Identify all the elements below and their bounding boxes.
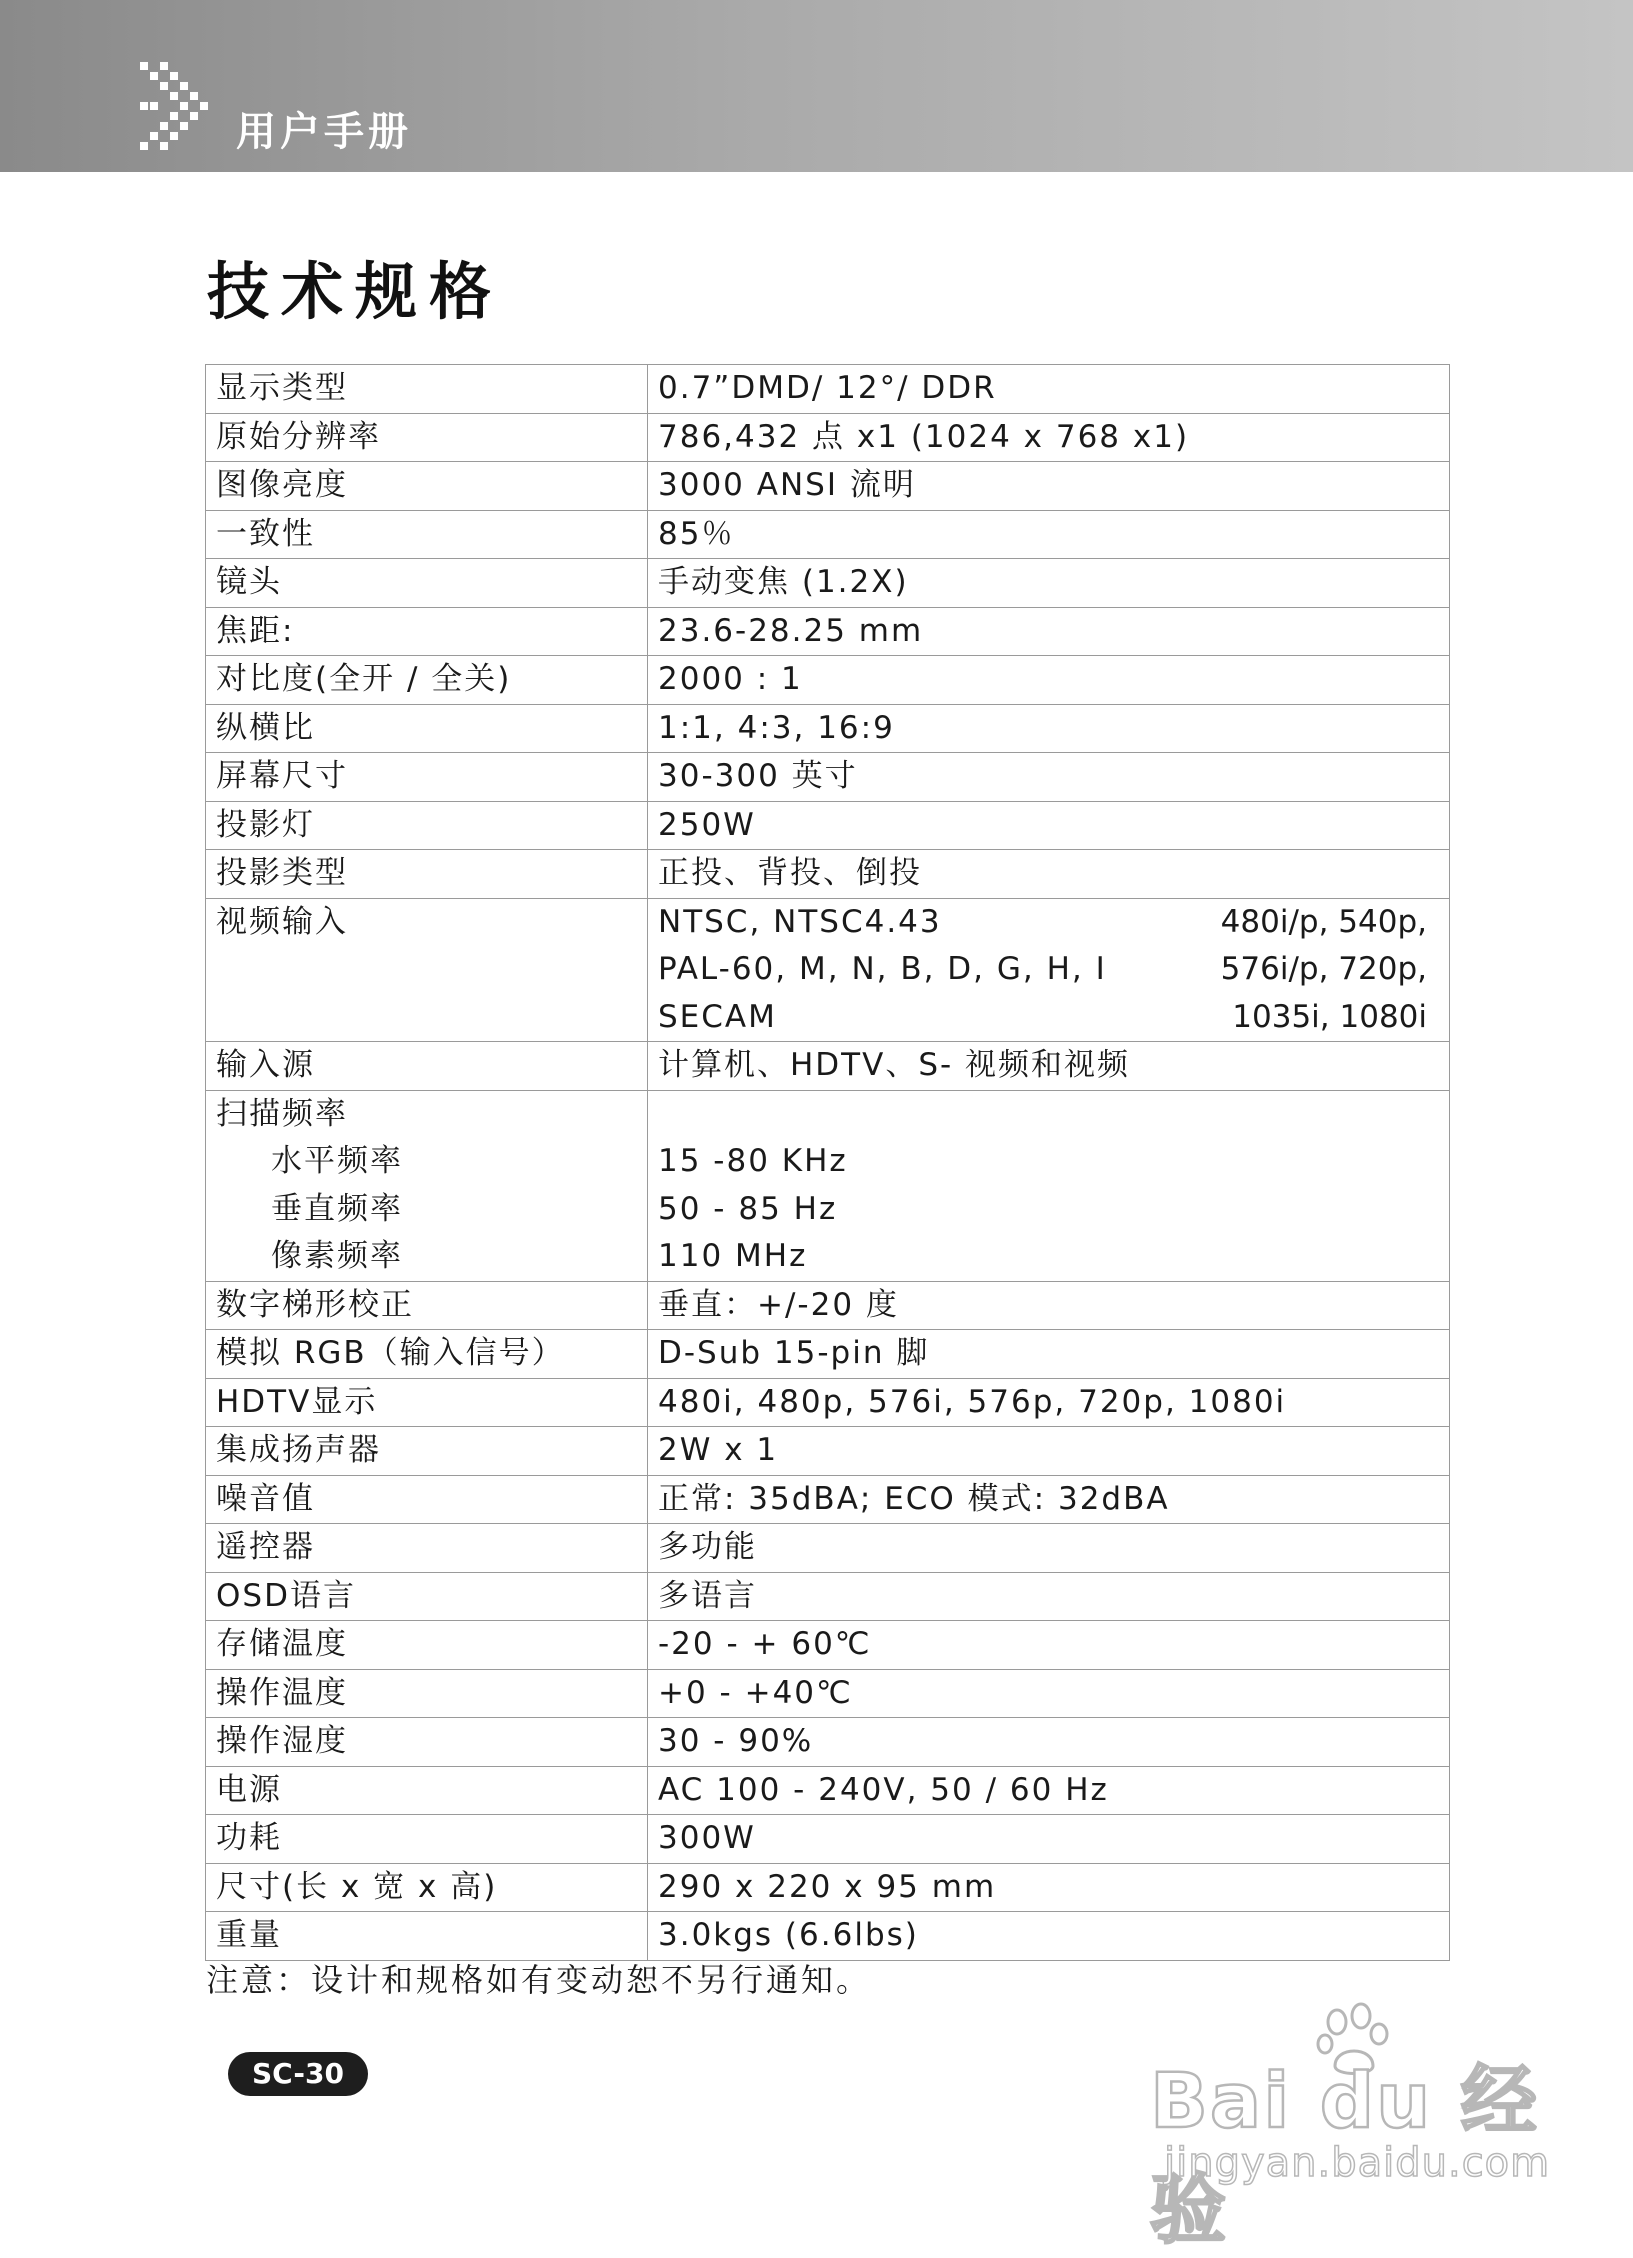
spec-key: 焦距:	[206, 607, 648, 656]
spec-key: HDTV显示	[206, 1378, 648, 1427]
table-row	[206, 607, 1450, 656]
video-format-left: SECAM	[658, 998, 777, 1035]
table-row	[206, 801, 1450, 850]
table-row	[206, 704, 1450, 753]
spec-key: 投影类型	[206, 850, 648, 899]
baidu-watermark	[1150, 2000, 1560, 2254]
page-title: 技术规格	[207, 255, 504, 328]
spec-value: 3.0kgs (6.6lbs)	[648, 1912, 1450, 1961]
spec-value: 85％	[648, 510, 1450, 559]
spec-value: 23.6-28.25 mm	[648, 607, 1450, 656]
video-format-right: 576i/p, 720p,	[1220, 951, 1427, 987]
spec-key: 重量	[206, 1912, 648, 1961]
spec-key: 存储温度	[206, 1621, 648, 1670]
table-row	[206, 1378, 1450, 1427]
table-row	[206, 1815, 1450, 1864]
spec-key: 操作温度	[206, 1669, 648, 1718]
spec-key: 镜头	[206, 559, 648, 608]
spec-value: 正投、背投、倒投	[648, 850, 1450, 899]
spec-value: 2000 : 1	[648, 656, 1450, 705]
spec-value-video-input	[648, 898, 1450, 1042]
spec-key: 集成扬声器	[206, 1427, 648, 1476]
video-format-right: 1035i, 1080i	[1232, 998, 1427, 1035]
spec-value: 手动变焦 (1.2X)	[648, 559, 1450, 608]
spec-key: 视频输入	[206, 898, 648, 1042]
spec-key: 噪音值	[206, 1475, 648, 1524]
spec-key: 原始分辨率	[206, 413, 648, 462]
watermark-url: jingyan.baidu.com	[1164, 2140, 1551, 2186]
spec-value: 垂直：+/-20 度	[648, 1281, 1450, 1330]
spec-key: 一致性	[206, 510, 648, 559]
table-row	[206, 1621, 1450, 1670]
spec-value: 0.7”DMD/ 12°/ DDR	[648, 365, 1450, 414]
table-row	[206, 1669, 1450, 1718]
table-row	[206, 1042, 1450, 1091]
spec-key: 纵横比	[206, 704, 648, 753]
spec-table	[205, 364, 1450, 1961]
table-row	[206, 656, 1450, 705]
watermark-brand: Bai du 经验	[1150, 2056, 1539, 2254]
spec-key: 显示类型	[206, 365, 648, 414]
scan-sub-key: 像素频率	[271, 1238, 403, 1274]
table-row	[206, 462, 1450, 511]
spec-value: 3000 ANSI 流明	[648, 462, 1450, 511]
table-row	[206, 1330, 1450, 1379]
spec-value-scan	[648, 1090, 1450, 1281]
spec-key: 图像亮度	[206, 462, 648, 511]
spec-value: 30 - 90%	[648, 1718, 1450, 1767]
video-format-right: 480i/p, 540p,	[1220, 903, 1427, 940]
scan-sub-key: 垂直频率	[271, 1190, 403, 1227]
spec-key: 投影灯	[206, 801, 648, 850]
spec-value: 250W	[648, 801, 1450, 850]
spec-key: 屏幕尺寸	[206, 753, 648, 802]
spec-key: 输入源	[206, 1042, 648, 1091]
spec-key: 电源	[206, 1766, 648, 1815]
scan-sub-key: 水平频率	[271, 1143, 403, 1179]
spec-value: 计算机、HDTV、S- 视频和视频	[648, 1042, 1450, 1091]
spec-value: 786,432 点 x1 (1024 x 768 x1)	[648, 413, 1450, 462]
page-number-badge: SC-30	[228, 2052, 368, 2096]
spec-key: 操作湿度	[206, 1718, 648, 1767]
spec-key: 功耗	[206, 1815, 648, 1864]
table-row-video-input	[206, 898, 1450, 1042]
scan-sub-value: 15 -80 KHz	[658, 1143, 848, 1179]
table-row	[206, 559, 1450, 608]
chevron-arrows-icon	[140, 62, 220, 152]
video-format-left: PAL-60, M, N, B, D, G, H, I	[658, 951, 1107, 987]
spec-value: 290 x 220 x 95 mm	[648, 1863, 1450, 1912]
table-row	[206, 413, 1450, 462]
table-row	[206, 753, 1450, 802]
spec-key: 对比度(全开 / 全关)	[206, 656, 648, 705]
spec-value: +0 - +40℃	[648, 1669, 1450, 1718]
table-row	[206, 1912, 1450, 1961]
spec-value: AC 100 - 240V, 50 / 60 Hz	[648, 1766, 1450, 1815]
spec-value: 1:1, 4:3, 16:9	[648, 704, 1450, 753]
spec-value: -20 - + 60℃	[648, 1621, 1450, 1670]
table-row	[206, 1281, 1450, 1330]
table-row	[206, 1766, 1450, 1815]
table-row	[206, 1572, 1450, 1621]
footnote: 注意：设计和规格如有变动恕不另行通知。	[206, 1961, 872, 1999]
spec-value: 30-300 英寸	[648, 753, 1450, 802]
spec-value: 正常: 35dBA; ECO 模式: 32dBA	[648, 1475, 1450, 1524]
spec-key: 尺寸(长 x 宽 x 高)	[206, 1863, 648, 1912]
table-row-scan-frequency	[206, 1090, 1450, 1281]
scan-sub-value: 110 MHz	[658, 1238, 808, 1274]
spec-key: 遥控器	[206, 1524, 648, 1573]
table-row	[206, 1863, 1450, 1912]
table-row	[206, 1524, 1450, 1573]
video-format-left: NTSC, NTSC4.43	[658, 903, 942, 940]
spec-key: 数字梯形校正	[206, 1281, 648, 1330]
spec-value: 多功能	[648, 1524, 1450, 1573]
scan-sub-value: 50 - 85 Hz	[658, 1190, 838, 1227]
spec-key: 模拟 RGB（输入信号）	[206, 1330, 648, 1379]
spec-value: 多语言	[648, 1572, 1450, 1621]
table-row	[206, 365, 1450, 414]
manual-title: 用户手册	[236, 109, 412, 155]
table-row	[206, 850, 1450, 899]
spec-value: 480i, 480p, 576i, 576p, 720p, 1080i	[648, 1378, 1450, 1427]
spec-value: D-Sub 15-pin 脚	[648, 1330, 1450, 1379]
page-header	[0, 0, 1633, 172]
table-row	[206, 1427, 1450, 1476]
spec-key-scan	[206, 1090, 648, 1281]
table-row	[206, 1718, 1450, 1767]
spec-value: 2W x 1	[648, 1427, 1450, 1476]
scan-heading: 扫描频率	[216, 1095, 348, 1132]
spec-key: OSD语言	[206, 1572, 648, 1621]
spec-value: 300W	[648, 1815, 1450, 1864]
table-row	[206, 1475, 1450, 1524]
table-row	[206, 510, 1450, 559]
